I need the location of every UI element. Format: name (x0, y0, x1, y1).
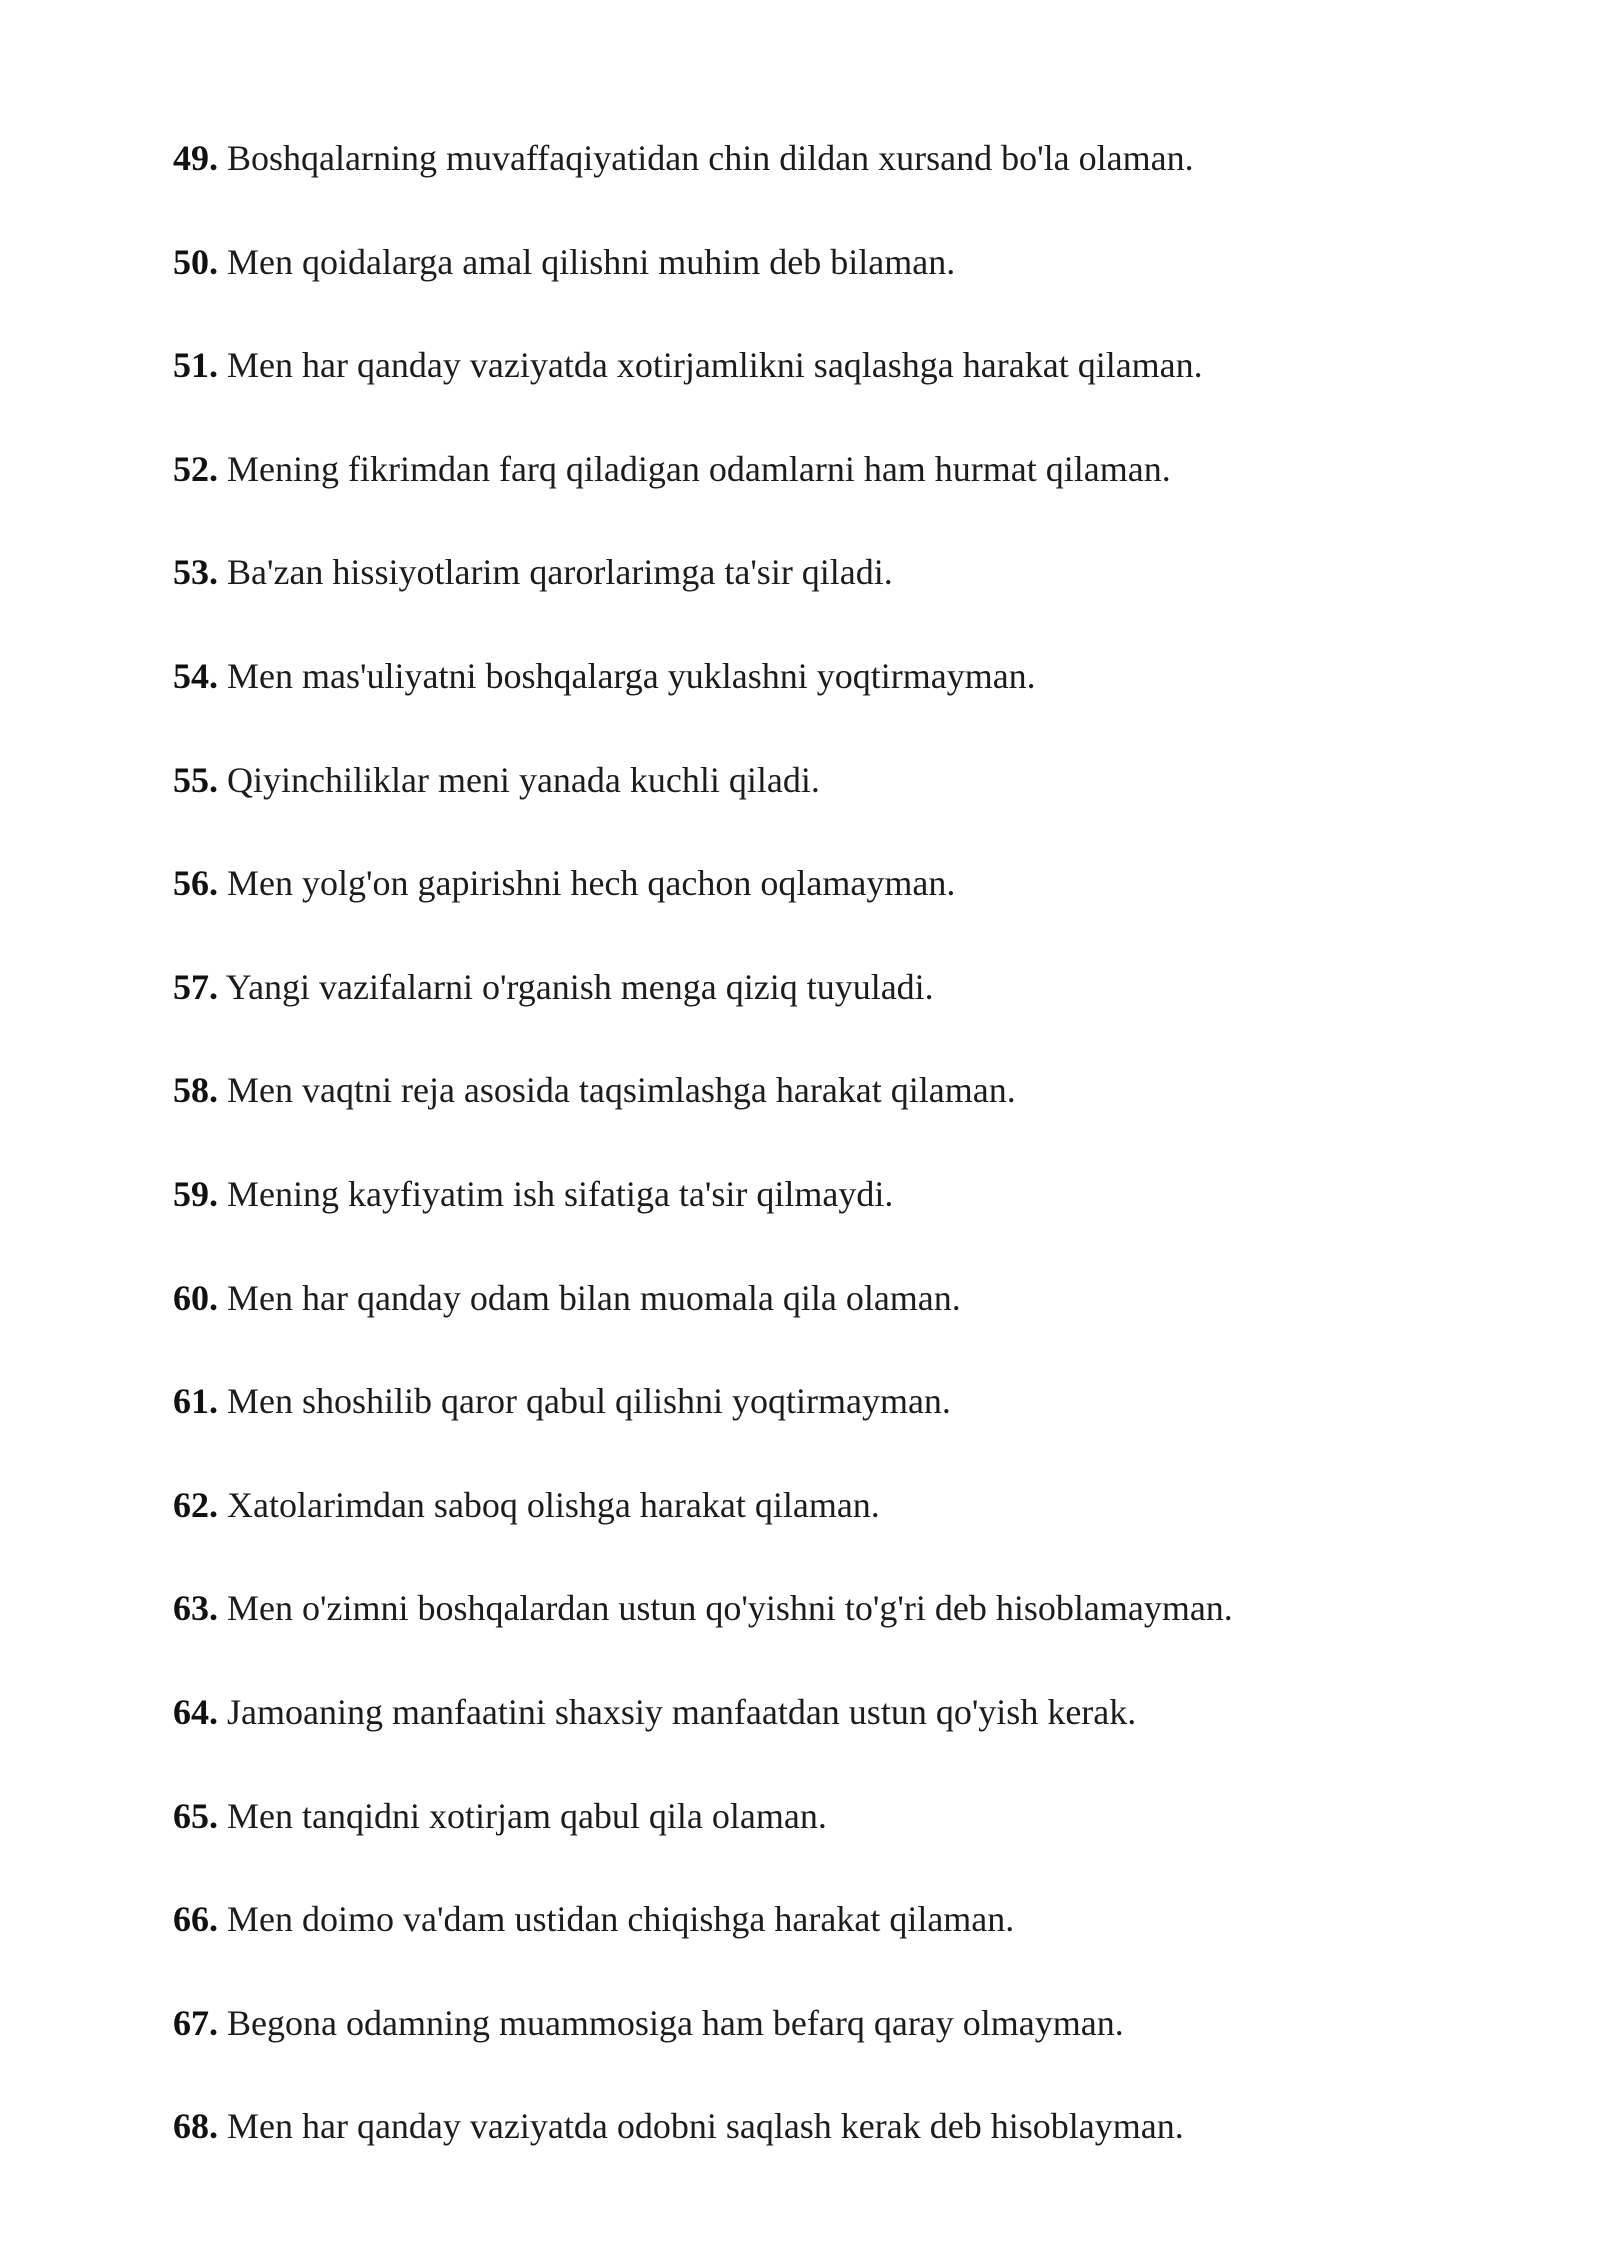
item-text: Men har qanday vaziyatda odobni saqlash kerak deb hisoblayman. (227, 2106, 1184, 2147)
item-text: Mening kayfiyatim ish sifatiga ta'sir qilmaydi. (227, 1173, 894, 1214)
list-item (173, 858, 1473, 908)
list-item (173, 651, 1473, 701)
item-number: 56. (173, 863, 218, 904)
item-number: 66. (173, 1899, 218, 1940)
item-number: 49. (173, 138, 218, 178)
item-text: Mening fikrimdan farq qiladigan odamlarni ham hurmat qilaman. (227, 448, 1171, 489)
item-number: 68. (173, 2106, 218, 2147)
item-number: 64. (173, 1691, 218, 1732)
item-text: Qiyinchiliklar meni yanada kuchli qiladi. (227, 759, 820, 800)
item-number: 60. (173, 1277, 218, 1318)
item-text: Men qoidalarga amal qilishni muhim deb bilaman. (227, 241, 956, 282)
item-text: Men shoshilib qaror qabul qilishni yoqtirmayman. (227, 1381, 951, 1422)
list-item (173, 1480, 1473, 1530)
item-text: Men doimo va'dam ustidan chiqishga harakat qilaman. (227, 1899, 1015, 1940)
item-text: Men vaqtni reja asosida taqsimlashga harakat qilaman. (227, 1070, 1016, 1111)
item-text: Ba'zan hissiyotlarim qarorlarimga ta'sir qiladi. (227, 552, 893, 593)
item-number: 55. (173, 759, 218, 800)
item-text: Boshqalarning muvaffaqiyatidan chin dildan xursand bo'la olaman. (227, 138, 1194, 178)
item-number: 57. (173, 966, 218, 1007)
item-number: 61. (173, 1381, 218, 1422)
list-item (173, 237, 1473, 287)
list-item (173, 1583, 1473, 1633)
statement-list (173, 133, 1473, 2205)
list-item (173, 340, 1473, 390)
list-item (173, 1273, 1473, 1323)
item-text: Men har qanday vaziyatda xotirjamlikni saqlashga harakat qilaman. (227, 345, 1203, 386)
item-number: 50. (173, 241, 218, 282)
list-item (173, 1998, 1473, 2048)
item-text: Begona odamning muammosiga ham befarq qaray olmayman. (227, 2002, 1124, 2043)
item-number: 58. (173, 1070, 218, 1111)
list-item (173, 1376, 1473, 1426)
list-item (173, 755, 1473, 805)
item-text: Men yolg'on gapirishni hech qachon oqlamayman. (227, 863, 956, 904)
item-text: Yangi vazifalarni o'rganish menga qiziq tuyuladi. (225, 966, 934, 1007)
item-number: 53. (173, 552, 218, 593)
item-number: 65. (173, 1795, 218, 1836)
item-number: 62. (173, 1484, 218, 1525)
list-item (173, 444, 1473, 494)
item-number: 63. (173, 1588, 218, 1629)
list-item (173, 1791, 1473, 1841)
list-item (173, 962, 1473, 1012)
item-text: Jamoaning manfaatini shaxsiy manfaatdan ustun qo'yish kerak. (227, 1691, 1137, 1732)
item-number: 52. (173, 448, 218, 489)
item-number: 51. (173, 345, 218, 386)
list-item (173, 133, 1473, 183)
item-number: 59. (173, 1173, 218, 1214)
list-item (173, 2101, 1473, 2151)
item-text: Men har qanday odam bilan muomala qila olaman. (227, 1277, 961, 1318)
list-item (173, 1169, 1473, 1219)
item-text: Men tanqidni xotirjam qabul qila olaman. (227, 1795, 827, 1836)
item-text: Men mas'uliyatni boshqalarga yuklashni yoqtirmayman. (227, 655, 1036, 696)
list-item (173, 1065, 1473, 1115)
item-text: Men o'zimni boshqalardan ustun qo'yishni to'g'ri deb hisoblamayman. (227, 1588, 1233, 1629)
item-number: 54. (173, 655, 218, 696)
list-item (173, 1894, 1473, 1944)
list-item (173, 1687, 1473, 1737)
list-item (173, 547, 1473, 597)
item-number: 67. (173, 2002, 218, 2043)
item-text: Xatolarimdan saboq olishga harakat qilaman. (227, 1484, 880, 1525)
